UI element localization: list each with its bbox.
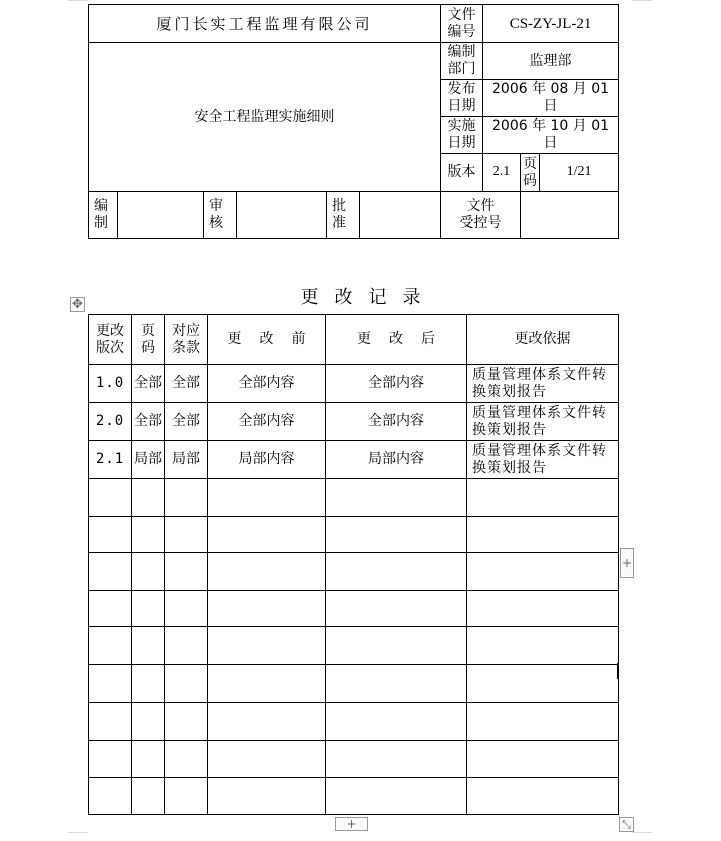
table-row-empty <box>89 591 619 627</box>
impl-date: 2006 年 10 月 01 日 <box>483 117 619 154</box>
empty-cell[interactable] <box>165 778 208 815</box>
empty-cell[interactable] <box>132 703 165 741</box>
row-version[interactable]: 2.0 <box>89 403 132 441</box>
empty-cell[interactable] <box>89 778 132 815</box>
change-log-heading: 更 改 记 录 <box>300 287 421 308</box>
dept-label: 编制部门 <box>441 43 483 80</box>
row-basis[interactable]: 质量管理体系文件转 换策划报告 <box>467 441 619 479</box>
document-header-table <box>88 4 619 239</box>
empty-cell[interactable] <box>467 703 619 741</box>
table-row <box>89 441 619 479</box>
empty-cell[interactable] <box>132 553 165 591</box>
empty-cell[interactable] <box>467 591 619 627</box>
empty-cell[interactable] <box>132 741 165 778</box>
empty-cell[interactable] <box>89 665 132 703</box>
col-before: 更 改 前 <box>208 315 326 365</box>
reviewed-by-cell[interactable] <box>237 192 327 239</box>
file-no-label: 文件编号 <box>441 5 483 43</box>
company-name: 厦门长实工程监理有限公司 <box>89 5 441 43</box>
empty-cell[interactable] <box>467 517 619 553</box>
row-after[interactable]: 局部内容 <box>326 441 467 479</box>
version-label: 版本 <box>441 154 483 192</box>
row-clause[interactable]: 全部 <box>165 365 208 403</box>
empty-cell[interactable] <box>326 591 467 627</box>
col-basis: 更改依据 <box>467 315 619 365</box>
control-no-cell[interactable] <box>521 192 619 239</box>
empty-cell[interactable] <box>89 627 132 665</box>
row-page[interactable]: 局部 <box>132 441 165 479</box>
move-cross-icon[interactable]: ✥ <box>70 297 85 312</box>
row-clause[interactable]: 局部 <box>165 441 208 479</box>
empty-cell[interactable] <box>326 703 467 741</box>
empty-cell[interactable] <box>467 665 619 703</box>
table-row-empty <box>89 627 619 665</box>
page-corner-mark <box>632 0 652 1</box>
add-row-button[interactable] <box>335 817 368 831</box>
empty-cell[interactable] <box>467 778 619 815</box>
empty-cell[interactable] <box>326 627 467 665</box>
row-page[interactable]: 全部 <box>132 403 165 441</box>
row-before[interactable]: 全部内容 <box>208 365 326 403</box>
version-value: 2.1 <box>483 154 521 192</box>
page-label: 页码 <box>521 154 540 192</box>
plus-icon: + <box>621 556 633 570</box>
empty-cell[interactable] <box>165 665 208 703</box>
empty-cell[interactable] <box>89 553 132 591</box>
empty-cell[interactable] <box>132 591 165 627</box>
empty-cell[interactable] <box>467 627 619 665</box>
reviewed-label: 审 核 <box>204 192 237 239</box>
empty-cell[interactable] <box>208 553 326 591</box>
row-after[interactable]: 全部内容 <box>326 365 467 403</box>
approved-by-cell[interactable] <box>360 192 441 239</box>
col-page: 页 码 <box>132 315 165 365</box>
empty-cell[interactable] <box>165 479 208 517</box>
empty-cell[interactable] <box>89 741 132 778</box>
add-column-button[interactable] <box>620 548 634 578</box>
empty-cell[interactable] <box>165 591 208 627</box>
table-row-empty <box>89 553 619 591</box>
table-row-empty <box>89 665 619 703</box>
prepared-by-cell[interactable] <box>118 192 204 239</box>
empty-cell[interactable] <box>132 479 165 517</box>
row-before[interactable]: 全部内容 <box>208 403 326 441</box>
empty-cell[interactable] <box>208 778 326 815</box>
empty-cell[interactable] <box>89 703 132 741</box>
empty-cell[interactable] <box>165 517 208 553</box>
table-row-empty <box>89 741 619 778</box>
table-header-row <box>89 315 619 365</box>
table-row-empty <box>89 703 619 741</box>
page-corner-mark <box>68 832 88 833</box>
row-page[interactable]: 全部 <box>132 365 165 403</box>
row-clause[interactable]: 全部 <box>165 403 208 441</box>
impl-date-label: 实施日期 <box>441 117 483 154</box>
empty-cell[interactable] <box>89 479 132 517</box>
row-version[interactable]: 1.0 <box>89 365 132 403</box>
table-row-empty <box>89 479 619 517</box>
empty-cell[interactable] <box>165 703 208 741</box>
row-version[interactable]: 2.1 <box>89 441 132 479</box>
file-no: CS-ZY-JL-21 <box>483 5 619 43</box>
page-corner-mark <box>632 832 652 833</box>
change-log-table <box>88 314 619 815</box>
empty-cell[interactable] <box>326 553 467 591</box>
col-after: 更 改 后 <box>326 315 467 365</box>
empty-cell[interactable] <box>165 741 208 778</box>
table-row <box>89 403 619 441</box>
empty-cell[interactable] <box>326 665 467 703</box>
empty-cell[interactable] <box>326 517 467 553</box>
empty-cell[interactable] <box>208 703 326 741</box>
table-row-empty <box>89 778 619 815</box>
empty-cell[interactable] <box>208 627 326 665</box>
empty-cell[interactable] <box>208 741 326 778</box>
empty-cell[interactable] <box>467 479 619 517</box>
issue-date-label: 发布日期 <box>441 80 483 117</box>
table-row-empty <box>89 517 619 553</box>
issue-date: 2006 年 08 月 01 日 <box>483 80 619 117</box>
plus-icon: + <box>346 817 357 831</box>
page-value: 1/21 <box>540 154 619 192</box>
empty-cell[interactable] <box>165 553 208 591</box>
empty-cell[interactable] <box>326 778 467 815</box>
col-version: 更改 版次 <box>89 315 132 365</box>
row-basis[interactable]: 质量管理体系文件转 换策划报告 <box>467 365 619 403</box>
approved-label: 批 准 <box>327 192 360 239</box>
empty-cell[interactable] <box>208 665 326 703</box>
empty-cell[interactable] <box>132 665 165 703</box>
doc-title: 安全工程监理实施细则 <box>89 43 441 192</box>
empty-cell[interactable] <box>467 553 619 591</box>
dept-value: 监理部 <box>483 43 619 80</box>
row-before[interactable]: 局部内容 <box>208 441 326 479</box>
col-clause: 对应 条款 <box>165 315 208 365</box>
empty-cell[interactable] <box>132 778 165 815</box>
empty-cell[interactable] <box>208 479 326 517</box>
empty-cell[interactable] <box>208 591 326 627</box>
empty-cell[interactable] <box>89 591 132 627</box>
empty-cell[interactable] <box>467 741 619 778</box>
page-corner-mark <box>68 0 88 1</box>
control-no-label: 文件 受控号 <box>441 192 521 239</box>
empty-cell[interactable] <box>132 517 165 553</box>
table-row <box>89 365 619 403</box>
row-basis[interactable]: 质量管理体系文件转 换策划报告 <box>467 403 619 441</box>
row-after[interactable]: 全部内容 <box>326 403 467 441</box>
empty-cell[interactable] <box>326 741 467 778</box>
empty-cell[interactable] <box>326 479 467 517</box>
prepared-label: 编 制 <box>89 192 118 239</box>
resize-diagonal-icon[interactable]: ⤡ <box>619 817 634 832</box>
empty-cell[interactable] <box>208 517 326 553</box>
text-cursor <box>617 663 619 679</box>
empty-cell[interactable] <box>132 627 165 665</box>
empty-cell[interactable] <box>165 627 208 665</box>
empty-cell[interactable] <box>89 517 132 553</box>
